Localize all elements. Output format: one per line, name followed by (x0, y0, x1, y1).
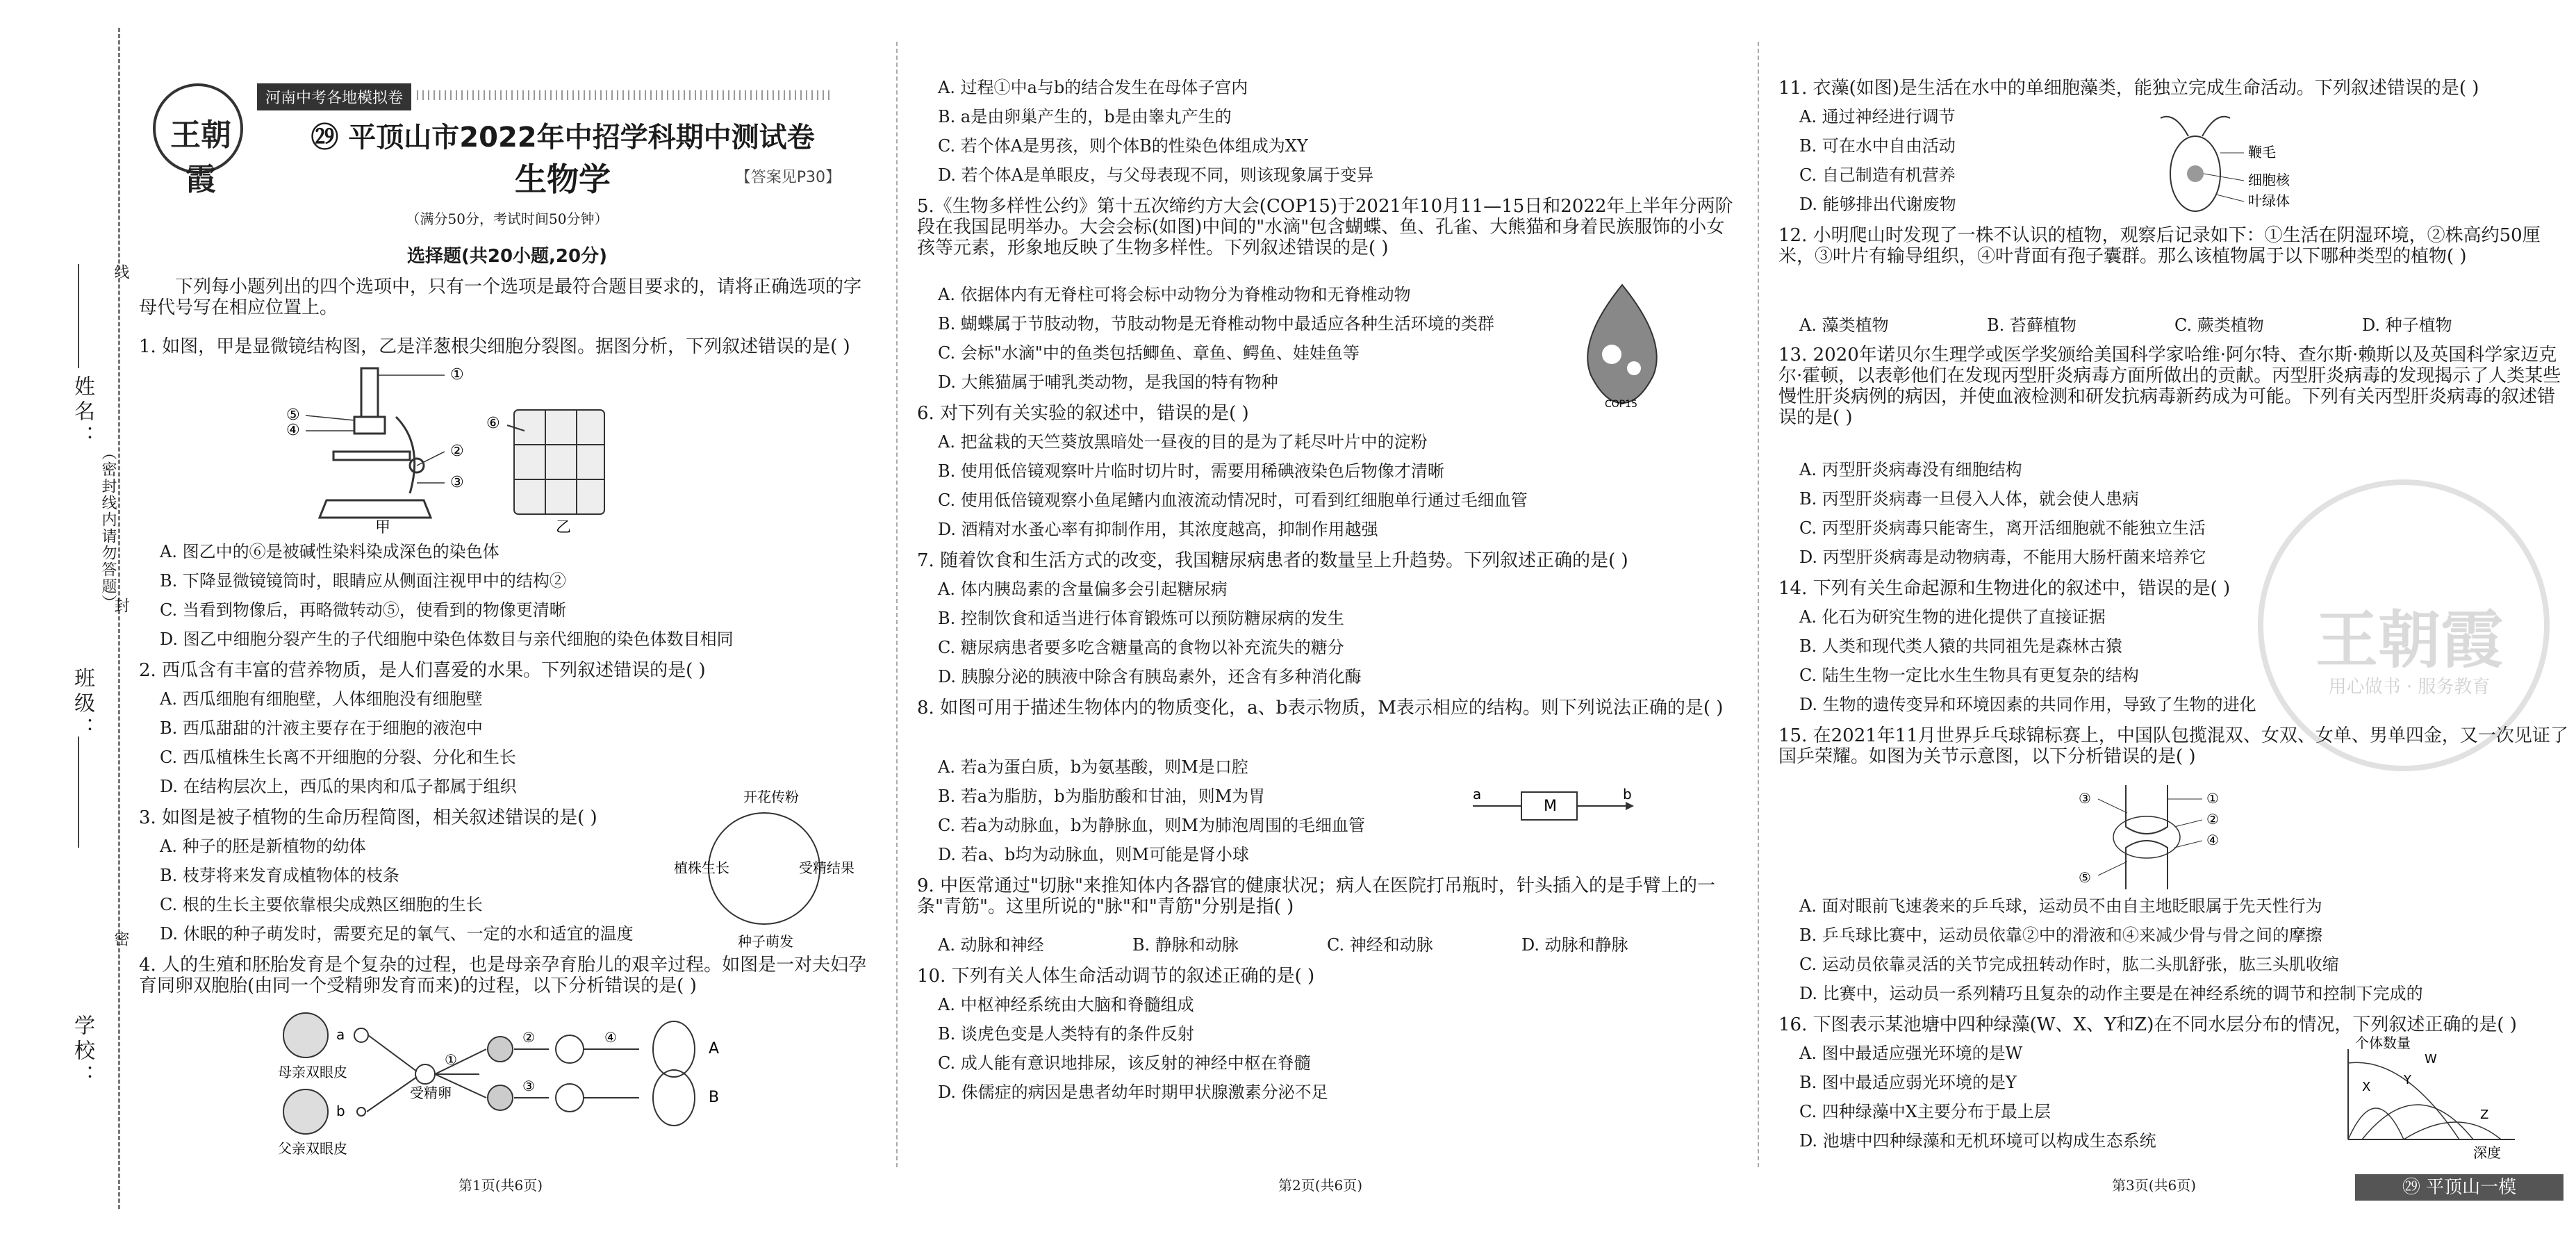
q4-option-b: B. a是由卵巢产生的，b是由睾丸产生的 (938, 107, 1232, 126)
q15-label-2: ② (2206, 811, 2219, 828)
seal-note: （密封线内请勿答题） (99, 445, 117, 611)
q5-option-b: B. 蝴蝶属于节肢动物，节肢动物是无脊椎动物中最适应各种生活环境的类群 (938, 314, 1494, 334)
series-tag: 河南中考各地模拟卷 (257, 83, 411, 110)
q4-label-4: ④ (604, 1029, 617, 1046)
question-5: 5.《生物多样性公约》第十五次缔约方大会(COP15)于2021年10月11—15日和2022年上半年分两阶段在我国昆明举办。大会会标(如图)中间的"水滴"包含蝴蝶、鱼、孔雀、大熊猫和身着民族服饰的小女孩等元素，形象地反映了生物多样性。下列叙述错误的是( ) (917, 196, 1733, 258)
q11-option-c: C. 自己制造有机营养 (1799, 165, 1956, 185)
q8-option-c: C. 若a为动脉血，b为静脉血，则M为肺泡周围的毛细血管 (938, 816, 1366, 835)
q3-lifecycle-diagram (674, 785, 854, 952)
q16-depth-figure (2320, 1035, 2529, 1160)
question-16: 16. 下图表示某池塘中四种绿藻(W、X、Y和Z)在不同水层分布的情况，下列叙述正确的是( ) (1778, 1014, 2517, 1035)
q4-mother-label: 母亲双眼皮 (278, 1064, 347, 1080)
q4-figure (278, 1007, 848, 1160)
q8-option-b: B. 若a为脂肪，b为脂肪酸和甘油，则M为胃 (938, 787, 1266, 806)
q16-option-b: B. 图中最适应弱光环境的是Y (1799, 1073, 2017, 1092)
q2-option-a: A. 西瓜细胞有细胞壁，人体细胞没有细胞壁 (160, 689, 483, 709)
q2-option-d: D. 在结构层次上，西瓜的果肉和瓜子都属于组织 (160, 777, 517, 796)
question-12: 12. 小明爬山时发现了一株不认识的植物，观察后记录如下：①生活在阴湿环境，②株高约50厘米，③叶片有输导组织，④叶背面有孢子囊群。那么该植物属于以下哪种类型的植物( ) (1778, 225, 2541, 267)
question-6: 6. 对下列有关实验的叙述中，错误的是( ) (917, 403, 1249, 424)
q1-option-b: B. 下降显微镜镜筒时，眼睛应从侧面注视甲中的结构② (160, 571, 566, 591)
cycle-flowering: 开花传粉 (743, 789, 799, 805)
father-face-icon (283, 1089, 328, 1134)
cycle-germination: 种子萌发 (738, 933, 793, 950)
binding-margin (0, 0, 132, 1243)
q1-label-2: ② (450, 443, 464, 460)
q5-option-d: D. 大熊猫属于哺乳类动物，是我国的特有物种 (938, 372, 1278, 392)
q15-label-4: ④ (2206, 832, 2219, 848)
brand-logo (153, 83, 243, 197)
q15-label-3: ③ (2079, 790, 2091, 807)
cop15-text: COP15 (1605, 399, 1638, 410)
q10-option-c: C. 成人能有意识地排尿，该反射的神经中枢在脊髓 (938, 1053, 1311, 1073)
q4-option-a: A. 过程①中a与b的结合发生在母体子宫内 (938, 78, 1248, 97)
header-hatch (417, 90, 834, 100)
answer-reference: 【答案见P30】 (735, 169, 841, 186)
q1-option-d: D. 图乙中细胞分裂产生的子代细胞中染色体数目与亲代细胞的染色体数目相同 (160, 629, 734, 649)
q1-label-5: ⑤ (286, 406, 300, 424)
q1-figure (285, 361, 646, 535)
q16-ylabel: 个体数量 (2355, 1035, 2411, 1051)
q9-option-a: A. 动脉和神经 (938, 935, 1044, 955)
question-2: 2. 西瓜含有丰富的营养物质，是人们喜爱的水果。下列叙述错误的是( ) (139, 660, 706, 681)
q9-option-b: B. 静脉和动脉 (1132, 935, 1239, 955)
q15-label-1: ① (2206, 790, 2219, 807)
question-10: 10. 下列有关人体生命活动调节的叙述正确的是( ) (917, 966, 1315, 987)
q12-option-a: A. 藻类植物 (1799, 315, 1889, 335)
q8-option-d: D. 若a、b均为动脉血，则M可能是肾小球 (938, 845, 1249, 864)
q12-option-c: C. 蕨类植物 (2174, 315, 2264, 335)
seal-mark-line: 线 (112, 264, 129, 281)
cycle-growth: 植株生长 (674, 859, 729, 876)
q6-option-a: A. 把盆栽的天竺葵放黑暗处一昼夜的目的是为了耗尽叶片中的淀粉 (938, 432, 1428, 452)
stamp-text: 王朝霞 (2315, 603, 2503, 677)
q1-label-1: ① (450, 366, 464, 384)
q4-label-b: b (336, 1103, 345, 1119)
q15-option-c: C. 运动员依靠灵活的关节完成扭转动作时，肱二头肌舒张，肱三头肌收缩 (1799, 955, 2339, 974)
binding-dashed-line (118, 28, 120, 1209)
q12-option-b: B. 苔藓植物 (1987, 315, 2077, 335)
q6-option-b: B. 使用低倍镜观察叶片临时切片时，需要用稀碘液染色后物像才清晰 (938, 461, 1444, 481)
q14-option-d: D. 生物的遗传变异和环境因素的共同作用，导致了生物的进化 (1799, 695, 2256, 714)
q1-label-4: ④ (286, 422, 300, 439)
subject-title: 生物学 (515, 160, 611, 198)
q11-label-nucleus: 细胞核 (2248, 172, 2290, 188)
q4-option-c: C. 若个体A是男孩，则个体B的性染色体组成为XY (938, 136, 1308, 156)
seal-mark-secret: 密 (112, 931, 129, 948)
name-label: 姓名： (70, 375, 94, 450)
q1-yi: 乙 (556, 519, 572, 535)
class-line (78, 736, 79, 848)
q8-option-a: A. 若a为蛋白质，b为氨基酸，则M是口腔 (938, 757, 1248, 777)
q13-option-c: C. 丙型肝炎病毒只能寄生，离开活细胞就不能独立生活 (1799, 518, 2206, 538)
section-title: 选择题(共20小题,20分) (406, 246, 607, 267)
q1-label-6: ⑥ (486, 415, 500, 432)
column-separator (896, 42, 898, 1167)
q10-option-a: A. 中枢神经系统由大脑和脊髓组成 (938, 995, 1194, 1014)
page-2 (917, 0, 1737, 1243)
question-7: 7. 随着饮食和生活方式的改变，我国糖尿病患者的数量呈上升趋势。下列叙述正确的是( ) (917, 550, 1628, 571)
q4-label-2: ② (522, 1029, 535, 1046)
q8-label-b: b (1623, 786, 1632, 802)
q11-chlamydomonas-figure (2140, 104, 2348, 222)
question-8: 8. 如图可用于描述生物体内的物质变化，a、b表示物质，M表示相应的结构。则下列说法正确的是( ) (917, 698, 1724, 718)
q3-option-d: D. 休眠的种子萌发时，需要充足的氧气、一定的水和适宜的温度 (160, 924, 634, 944)
q7-option-a: A. 体内胰岛素的含量偏多会引起糖尿病 (938, 579, 1228, 599)
q16-series-y: Y (2404, 1073, 2411, 1087)
page-number: 第2页(共6页) (1278, 1177, 1363, 1194)
q13-option-d: D. 丙型肝炎病毒是动物病毒，不能用大肠杆菌来培养它 (1799, 548, 2206, 567)
q15-option-b: B. 乒乓球比赛中，运动员依靠②中的滑液和④来减少骨与骨之间的摩擦 (1799, 925, 2322, 945)
q1-label-3: ③ (450, 474, 464, 491)
q16-option-a: A. 图中最适应强光环境的是W (1799, 1044, 2023, 1063)
cycle-fruiting: 受精结果 (799, 859, 854, 876)
q4-label-a: a (336, 1026, 345, 1043)
q14-option-a: A. 化石为研究生物的进化提供了直接证据 (1799, 607, 2106, 627)
exam-header (153, 83, 861, 198)
question-14: 14. 下列有关生命起源和生物进化的叙述中，错误的是( ) (1778, 578, 2231, 599)
class-label: 班级： (70, 667, 94, 742)
q14-option-c: C. 陆生生物一定比水生生物具有更复杂的结构 (1799, 666, 2139, 685)
q9-option-c: C. 神经和动脉 (1327, 935, 1433, 955)
q6-option-d: D. 酒精对水蚤心率有抑制作用，其浓度越高，抑制作用越强 (938, 520, 1378, 539)
question-11: 11. 衣藻(如图)是生活在水中的单细胞藻类，能独立完成生命活动。下列叙述错误的是( ) (1778, 78, 2479, 99)
q11-option-a: A. 通过神经进行调节 (1799, 107, 1956, 126)
q4-label-A: A (709, 1040, 720, 1057)
q8-label-a: a (1473, 786, 1482, 802)
q7-option-c: C. 糖尿病患者要多吃含糖量高的食物以补充流失的糖分 (938, 638, 1344, 657)
q16-xlabel: 深度 (2473, 1144, 2501, 1160)
q10-option-d: D. 侏儒症的病因是患者幼年时期甲状腺激素分泌不足 (938, 1083, 1328, 1102)
q16-series-x: X (2362, 1080, 2371, 1094)
q15-label-5: ⑤ (2079, 869, 2091, 886)
q8-label-m: M (1544, 798, 1557, 815)
q4-father-label: 父亲双眼皮 (278, 1140, 347, 1157)
microscope-drawing (320, 368, 431, 518)
exam-info: （满分50分，考试时间50分钟） (406, 211, 609, 227)
page-number: 第1页(共6页) (459, 1177, 543, 1194)
q7-option-d: D. 胰腺分泌的胰液中除含有胰岛素外，还含有多种消化酶 (938, 667, 1362, 686)
q10-option-b: B. 谈虎色变是人类特有的条件反射 (938, 1024, 1194, 1044)
question-15: 15. 在2021年11月世界乒乓球锦标赛上，中国队包揽混双、女双、女单、男单四金，又一次见证了国乒荣耀。如图为关节示意图，以下分析错误的是( ) (1778, 725, 2568, 767)
question-4: 4. 人的生殖和胚胎发育是个复杂的过程，也是母亲孕育胎儿的艰辛过程。如图是一对夫妇孕育同卵双胞胎(由同一个受精卵发育而来)的过程，以下分析错误的是( ) (139, 955, 867, 996)
q11-option-d: D. 能够排出代谢废物 (1799, 195, 1956, 214)
instructions: 下列每小题列出的四个选项中，只有一个选项是最符合题目要求的，请将正确选项的字母代号写在相应位置上。 (139, 277, 862, 318)
q5-option-c: C. 会标"水滴"中的鱼类包括鲫鱼、章鱼、鳄鱼、娃娃鱼等 (938, 343, 1360, 363)
question-9: 9. 中医常通过"切脉"来推知体内各器官的健康状况；病人在医院打吊瓶时，针头插入的是手臂上的一条"青筋"。这里所说的"脉"和"青筋"分别是指( ) (917, 875, 1715, 917)
question-13: 13. 2020年诺贝尔生理学或医学奖颁给美国科学家哈维·阿尔特、查尔斯·赖斯以及英国科学家迈克尔·霍顿，以表彰他们在发现丙型肝炎病毒方面所做出的贡献。丙型肝炎病毒的发现揭示了人类某些慢性肝炎病例的病因，并使血液检测和研发抗病毒新药成为可能。下列有关丙型肝炎病毒的叙述错误的是( ) (1778, 345, 2561, 428)
q1-option-c: C. 当看到物像后，再略微转动⑤，使看到的物像更清晰 (160, 600, 566, 620)
page-1 (139, 0, 875, 1243)
name-line (78, 264, 79, 368)
page-number: 第3页(共6页) (2112, 1177, 2197, 1194)
q4-label-3: ③ (522, 1078, 535, 1094)
q12-option-d: D. 种子植物 (2362, 315, 2452, 335)
q7-option-b: B. 控制饮食和适当进行体育锻炼可以预防糖尿病的发生 (938, 609, 1344, 628)
q16-option-d: D. 池塘中四种绿藻和无机环境可以构成生态系统 (1799, 1131, 2156, 1151)
q1-jia: 甲 (375, 519, 391, 535)
q15-option-d: D. 比赛中，运动员一系列精巧且复杂的动作主要是在神经系统的调节和控制下完成的 (1799, 984, 2423, 1003)
logo-text: 王朝霞 (170, 117, 231, 197)
q8-figure (1459, 778, 1653, 834)
q4-fertilized-label: 受精卵 (410, 1085, 452, 1101)
stamp-sub: 用心做书 · 服务教育 (2328, 677, 2491, 698)
q11-option-b: B. 可在水中自由活动 (1799, 136, 1956, 156)
q1-option-a: A. 图乙中的⑥是被碱性染料染成深色的染色体 (160, 542, 499, 561)
mother-face-icon (283, 1013, 328, 1057)
q3-option-b: B. 枝芽将来发育成植物体的枝条 (160, 866, 399, 885)
footer-badge: ㉙ 平顶山一模 (2355, 1174, 2563, 1201)
q11-label-flagellum: 鞭毛 (2248, 144, 2276, 160)
q13-option-b: B. 丙型肝炎病毒一旦侵入人体，就会使人患病 (1799, 489, 2139, 509)
question-3: 3. 如图是被子植物的生命历程简图，相关叙述错误的是( ) (139, 807, 597, 828)
question-1: 1. 如图，甲是显微镜结构图，乙是洋葱根尖细胞分裂图。据图分析，下列叙述错误的是( ) (139, 336, 850, 357)
column-separator (1758, 42, 1759, 1167)
q15-joint-figure (2070, 785, 2251, 889)
q4-label-1: ① (445, 1051, 457, 1068)
q15-option-a: A. 面对眼前飞速袭来的乒乓球，运动员不由自主地眨眼属于先天性行为 (1799, 896, 2322, 916)
onion-cells-drawing (507, 410, 604, 514)
q16-series-z: Z (2480, 1108, 2489, 1122)
q3-option-c: C. 根的生长主要依靠根尖成熟区细胞的生长 (160, 895, 483, 914)
q6-option-c: C. 使用低倍镜观察小鱼尾鳍内血液流动情况时，可看到红细胞单行通过毛细血管 (938, 491, 1528, 510)
q9-option-d: D. 动脉和静脉 (1521, 935, 1628, 955)
page-3 (1778, 0, 2570, 1243)
exam-title: ㉙ 平顶山市2022年中招学科期中测试卷 (311, 122, 815, 154)
q4-option-d: D. 若个体A是单眼皮，与父母表现不同，则该现象属于变异 (938, 165, 1373, 185)
cop15-logo (1570, 278, 1674, 410)
q13-option-a: A. 丙型肝炎病毒没有细胞结构 (1799, 460, 2022, 479)
q4-label-B: B (709, 1089, 720, 1106)
q5-option-a: A. 依据体内有无脊柱可将会标中动物分为脊椎动物和无脊椎动物 (938, 285, 1411, 304)
q2-option-b: B. 西瓜甜甜的汁液主要存在于细胞的液泡中 (160, 718, 483, 738)
q11-label-chloroplast: 叶绿体 (2248, 192, 2290, 209)
q14-option-b: B. 人类和现代类人猿的共同祖先是森林古猿 (1799, 636, 2122, 656)
school-label: 学校： (70, 1014, 94, 1089)
q3-option-a: A. 种子的胚是新植物的幼体 (160, 837, 366, 856)
q16-option-c: C. 四种绿藻中X主要分布于最上层 (1799, 1102, 2051, 1121)
q2-option-c: C. 西瓜植株生长离不开细胞的分裂、分化和生长 (160, 748, 516, 767)
q16-series-w: W (2425, 1052, 2437, 1067)
seal-mark-seal: 封 (112, 598, 129, 614)
